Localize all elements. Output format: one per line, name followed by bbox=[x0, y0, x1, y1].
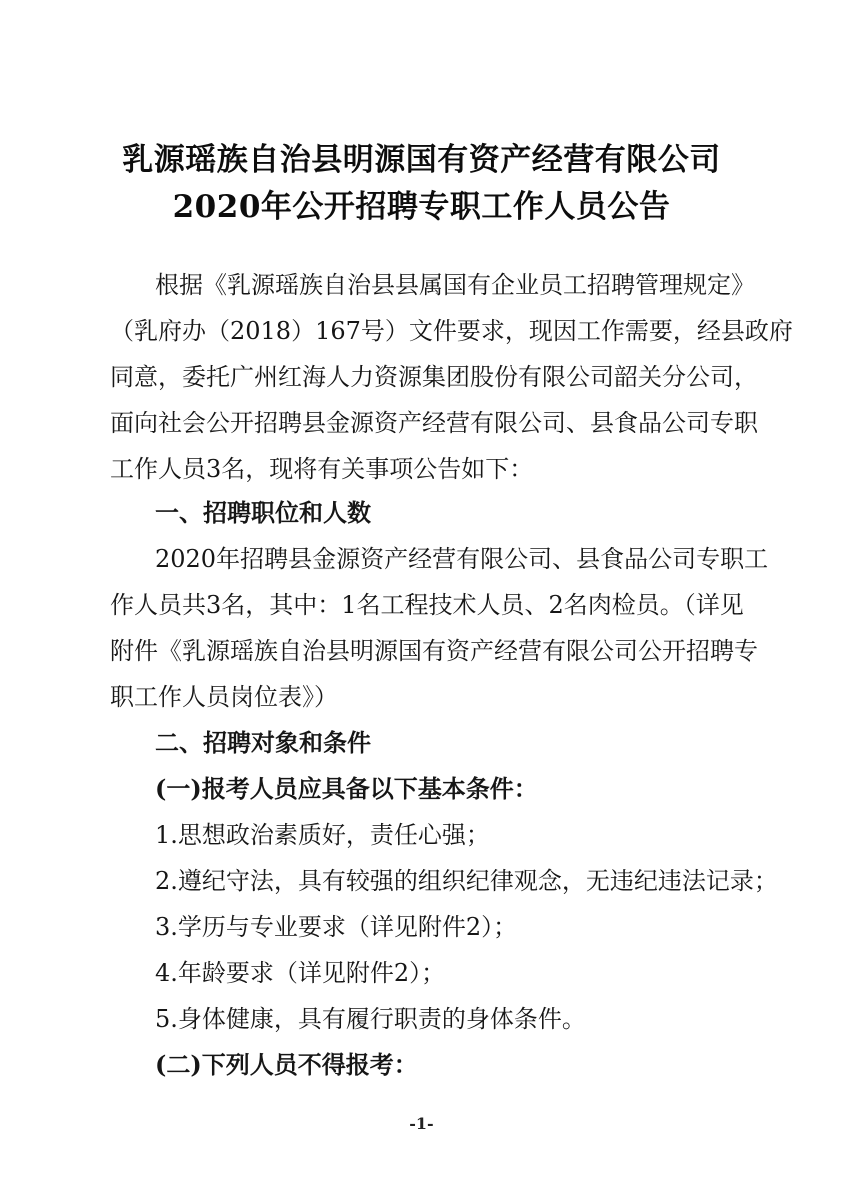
document-title-line-1: 乳源瑶族自治县明源国有资产经营有限公司 bbox=[122, 142, 721, 178]
section-heading: 二、招聘对象和条件 bbox=[155, 728, 371, 757]
section1-line: 附件《乳源瑶族自治县明源国有资产经营有限公司公开招聘专 bbox=[110, 637, 758, 665]
intro-line: 工作人员3名，现将有关事项公告如下： bbox=[110, 455, 534, 483]
intro-line: 根据《乳源瑶族自治县县属国有企业员工招聘管理规定》 bbox=[155, 271, 755, 299]
section-heading: 一、招聘职位和人数 bbox=[155, 498, 371, 527]
condition-item: 5.身体健康，具有履行职责的身体条件。 bbox=[155, 1005, 586, 1033]
document-title-line-2: 2020年公开招聘专职工作人员公告 bbox=[172, 189, 671, 225]
condition-item: 3.学历与专业要求（详见附件2）； bbox=[155, 913, 518, 941]
page-number: -1- bbox=[409, 1114, 434, 1133]
section1-line: 作人员共3名，其中：1名工程技术人员、2名肉检员。（详见 bbox=[110, 591, 744, 619]
condition-item: 1.思想政治素质好，责任心强； bbox=[155, 821, 490, 849]
subsection-heading: (二)下列人员不得报考： bbox=[155, 1050, 418, 1079]
condition-item: 2.遵纪守法，具有较强的组织纪律观念，无违纪违法记录； bbox=[155, 867, 778, 895]
section1-line: 2020年招聘县金源资产经营有限公司、县食品公司专职工 bbox=[155, 545, 769, 573]
intro-line: 面向社会公开招聘县金源资产经营有限公司、县食品公司专职 bbox=[110, 409, 758, 437]
intro-line: （乳府办（2018）167号）文件要求，现因工作需要，经县政府 bbox=[110, 317, 793, 345]
subsection-heading: (一)报考人员应具备以下基本条件： bbox=[155, 774, 538, 803]
section1-line: 职工作人员岗位表》） bbox=[110, 683, 338, 711]
condition-item: 4.年龄要求（详见附件2）； bbox=[155, 959, 446, 987]
intro-line: 同意，委托广州红海人力资源集团股份有限公司韶关分公司， bbox=[110, 363, 758, 391]
